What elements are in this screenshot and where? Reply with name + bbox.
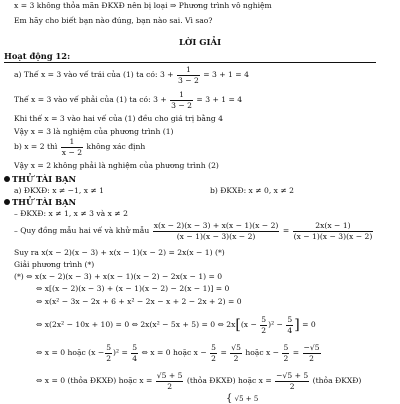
try2-suy-ra: Suy ra x(x − 2)(x − 3) + x(x − 1)(x − 2) = 2x(x − 1) (*) (14, 248, 225, 257)
brace-partial: { (226, 393, 233, 404)
try2-quy-dong-line (14, 222, 374, 240)
try-heading-1 (4, 175, 76, 183)
step5-part-d: ⇔ x = 0 hoặc x − (141, 348, 207, 358)
bottom-partial-text: √5 + 5 (234, 395, 259, 403)
fraction-numerator: 1 (177, 66, 200, 76)
activity-e-line (14, 138, 145, 156)
fraction-denominator: 2 (309, 353, 314, 363)
fraction-denominator: 3 − 2 (171, 100, 192, 110)
step4-part-d: = 0 (302, 320, 316, 330)
try2-step-4 (36, 316, 316, 334)
fraction-numerator: x(x − 2)(x − 3) + x(x − 1)(x − 2) (153, 221, 279, 230)
activity-b-fraction (170, 91, 193, 109)
fraction-numerator: 1 (170, 91, 193, 101)
step6-part-a: ⇔ x = 0 (thỏa ĐKXĐ) hoặc x = (36, 376, 153, 386)
fraction-numerator: 2x(x − 1) (293, 222, 374, 232)
activity-f-line: Vậy x = 2 không phải là nghiệm của phương trình (2) (14, 161, 219, 170)
fraction-numerator: √5 (231, 343, 241, 352)
fraction-numerator: 1 (61, 138, 83, 148)
fraction-denominator: 2 (106, 353, 112, 363)
step5-fraction-3 (210, 344, 217, 362)
close-bracket: ] (294, 317, 300, 334)
step5-part-a: ⇔ x = 0 hoặc (36, 348, 86, 358)
fraction-denominator: (x − 1)(x − 3)(x − 2) (293, 231, 373, 241)
fraction-numerator: 5 (261, 315, 267, 324)
fraction-numerator: 5 (211, 343, 217, 352)
fraction-numerator: √5 + 5 (156, 371, 183, 380)
step5-fraction-4 (230, 344, 242, 362)
try2-step-6 (36, 372, 361, 390)
step4-fraction-2 (286, 316, 293, 334)
try2-step-5 (36, 344, 322, 362)
step6-fraction-2 (275, 372, 309, 390)
activity-a-fraction (177, 66, 200, 84)
activity-e-suffix: không xác định (86, 142, 146, 152)
try2-qd-eq: = (282, 226, 290, 236)
fraction-denominator: 4 (287, 325, 293, 335)
activity-e-prefix: b) x = 2 thì (14, 142, 58, 152)
fraction-denominator: x − 2 (61, 147, 83, 157)
try2-step-3: ⇔ x(x² − 3x − 2x + 6 + x² − 2x − x + 2 − 2x + 2) = 0 (36, 297, 242, 306)
intro-line-2: Em hãy cho biết bạn nào đúng, bạn nào sai. Vì sao? (14, 16, 213, 25)
try2-dkxd: – ĐKXĐ: x ≠ 1, x ≠ 3 và x ≠ 2 (14, 209, 128, 218)
activity-b-line (14, 91, 242, 109)
fraction-denominator: 2 (283, 353, 289, 363)
fraction-numerator: −√5 + 5 (276, 371, 309, 380)
activity-a-suffix: = 3 + 1 = 4 (203, 70, 249, 80)
try2-step-2: ⇔ x[(x − 2)(x − 3) + (x − 1)(x − 2) − 2(x − 1)] = 0 (36, 284, 230, 293)
activity-b-prefix: Thế x = 3 vào vế phải của (1) ta có: 3 + (14, 95, 167, 105)
step5-part-f: hoặc x − (245, 348, 280, 358)
try2-qd-left-fraction (153, 222, 280, 240)
activity-a-prefix: a) Thế x = 3 vào vế trái của (1) ta có: 3 + (14, 70, 174, 80)
step5-fraction-1 (105, 344, 112, 362)
try-heading-2 (4, 198, 76, 206)
step4-part-b: (x − (240, 320, 257, 330)
step5-fraction-6 (303, 344, 321, 362)
bullet-icon (4, 199, 10, 205)
step4-part-a: ⇔ x(2x² − 10x + 10) = 0 ⇔ 2x(x² − 5x + 5) = 0 ⇔ 2x (36, 320, 236, 330)
intro-line-1: x = 3 không thỏa mãn ĐKXĐ nên bị loại ⇒ Phương trình vô nghiệm (14, 1, 272, 10)
step5-fraction-5 (282, 344, 289, 362)
heading-divider (4, 62, 376, 63)
step4-part-c: )² − (268, 320, 283, 330)
try1-a: a) ĐKXĐ: x ≠ −1, x ≠ 1 (14, 186, 105, 195)
bottom-partial-line (226, 394, 258, 404)
step5-part-c: )² = (113, 348, 128, 358)
solution-title: LỜI GIẢI (178, 38, 222, 48)
try1-b: b) ĐKXĐ: x ≠ 0, x ≠ 2 (210, 186, 294, 195)
try-heading-1-text: THỬ TÀI BẠN (12, 174, 77, 184)
step4-fraction-1 (260, 316, 267, 334)
activity-heading (4, 52, 70, 60)
bullet-icon (4, 176, 10, 182)
fraction-numerator: 5 (132, 343, 138, 352)
fraction-denominator: 2 (167, 381, 173, 391)
step6-fraction-1 (156, 372, 184, 390)
try2-step-1: (*) ⇔ x(x − 2)(x − 3) + x(x − 1)(x − 2) − 2x(x − 1) = 0 (14, 272, 223, 281)
activity-c-line: Khi thế x = 3 vào hai vế của (1) đều cho giá trị bằng 4 (14, 114, 223, 123)
open-bracket: [ (235, 317, 241, 334)
step6-part-c: (thỏa ĐKXĐ) (312, 376, 362, 386)
fraction-denominator: 3 − 2 (177, 75, 199, 85)
fraction-denominator: 2 (233, 353, 239, 363)
fraction-numerator: −√5 (303, 343, 320, 352)
activity-b-suffix: = 3 + 1 = 4 (196, 95, 243, 105)
fraction-numerator: 5 (283, 343, 289, 352)
fraction-denominator: (x − 1)(x − 3)(x − 2) (176, 231, 256, 241)
activity-heading-text: Hoạt động 12: (4, 51, 71, 61)
try2-giai: Giải phương trình (*) (14, 260, 95, 269)
activity-d-line: Vậy x = 3 là nghiệm của phương trình (1) (14, 127, 174, 136)
step5-part-b: (x − (88, 348, 105, 358)
try2-qd-prefix: – Quy đồng mẫu hai vế và khử mẫu (14, 226, 150, 236)
try2-qd-right-fraction (293, 222, 374, 240)
fraction-denominator: 4 (132, 353, 138, 363)
activity-a-line (14, 66, 249, 84)
try-heading-2-text: THỬ TÀI BẠN (12, 197, 77, 207)
step5-fraction-2 (131, 344, 138, 362)
fraction-numerator: 5 (287, 315, 293, 324)
step5-part-g: = (292, 348, 300, 358)
fraction-denominator: 2 (211, 353, 217, 363)
fraction-denominator: 2 (289, 381, 295, 391)
activity-e-fraction (61, 138, 83, 156)
fraction-numerator: 5 (106, 343, 112, 352)
step5-part-e: = (220, 348, 227, 358)
step6-part-b: (thỏa ĐKXĐ) hoặc x = (186, 376, 272, 386)
fraction-denominator: 2 (261, 325, 267, 335)
